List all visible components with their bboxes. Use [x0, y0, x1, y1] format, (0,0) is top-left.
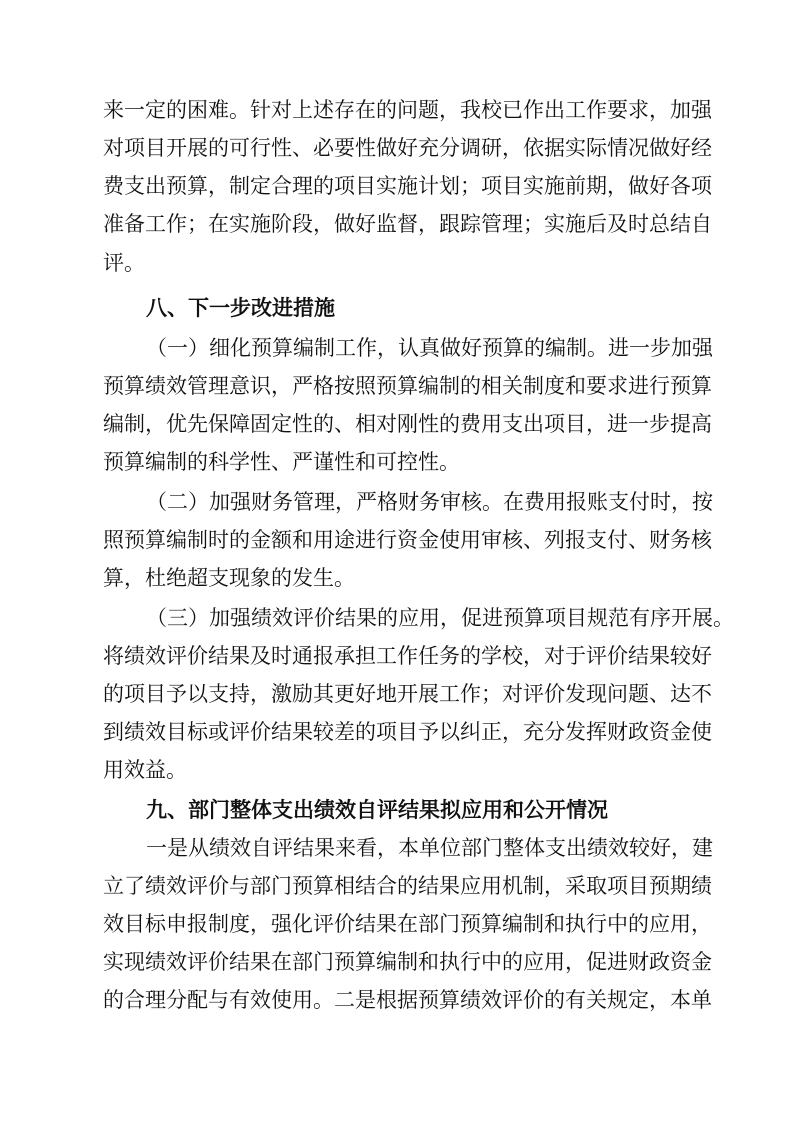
- paragraph-line: 一是从绩效自评结果来看，本单位部门整体支出绩效较好，建: [146, 836, 713, 860]
- paragraph-line: 预算绩效管理意识，严格按照预算编制的相关制度和要求进行预算: [103, 374, 712, 398]
- paragraph-line: 预算编制的科学性、严谨性和可控性。: [103, 450, 460, 474]
- paragraph-line: （二）加强财务管理，严格财务审核。在费用报账支付时，按: [146, 490, 713, 514]
- paragraph-line: 编制，优先保障固定性的、相对刚性的费用支出项目，进一步提高: [103, 412, 712, 436]
- paragraph-line: 费支出预算，制定合理的项目实施计划；项目实施前期，做好各项: [103, 174, 712, 198]
- paragraph-line: 评。: [103, 251, 145, 275]
- paragraph-line: 准备工作；在实施阶段，做好监督，跟踪管理；实施后及时总结自: [103, 212, 712, 236]
- paragraph-line: 的项目予以支持，激励其更好地开展工作；对评价发现问题、达不: [103, 682, 712, 706]
- paragraph-line: 将绩效评价结果及时通报承担工作任务的学校，对于评价结果较好: [103, 644, 712, 668]
- section-heading: 八、下一步改进措施: [146, 296, 335, 320]
- paragraph-line: 到绩效目标或评价结果较差的项目予以纠正，充分发挥财政资金使: [103, 720, 712, 744]
- paragraph-line: 算，杜绝超支现象的发生。: [103, 566, 355, 590]
- paragraph-line: 的合理分配与有效使用。二是根据预算绩效评价的有关规定，本单: [103, 988, 712, 1012]
- paragraph-line: 照预算编制时的金额和用途进行资金使用审核、列报支付、财务核: [103, 528, 712, 552]
- paragraph-line: （三）加强绩效评价结果的应用，促进预算项目规范有序开展。: [146, 606, 734, 630]
- paragraph-line: 对项目开展的可行性、必要性做好充分调研，依据实际情况做好经: [103, 136, 712, 160]
- paragraph-line: 来一定的困难。针对上述存在的问题，我校已作出工作要求，加强: [103, 98, 712, 122]
- paragraph-line: 效目标申报制度，强化评价结果在部门预算编制和执行中的应用，: [103, 912, 712, 936]
- paragraph-line: （一）细化预算编制工作，认真做好预算的编制。进一步加强: [146, 336, 713, 360]
- section-heading: 九、部门整体支出绩效自评结果拟应用和公开情况: [146, 798, 608, 822]
- paragraph-line: 用效益。: [103, 758, 187, 782]
- paragraph-line: 立了绩效评价与部门预算相结合的结果应用机制，采取项目预期绩: [103, 874, 712, 898]
- paragraph-line: 实现绩效评价结果在部门预算编制和执行中的应用，促进财政资金: [103, 950, 712, 974]
